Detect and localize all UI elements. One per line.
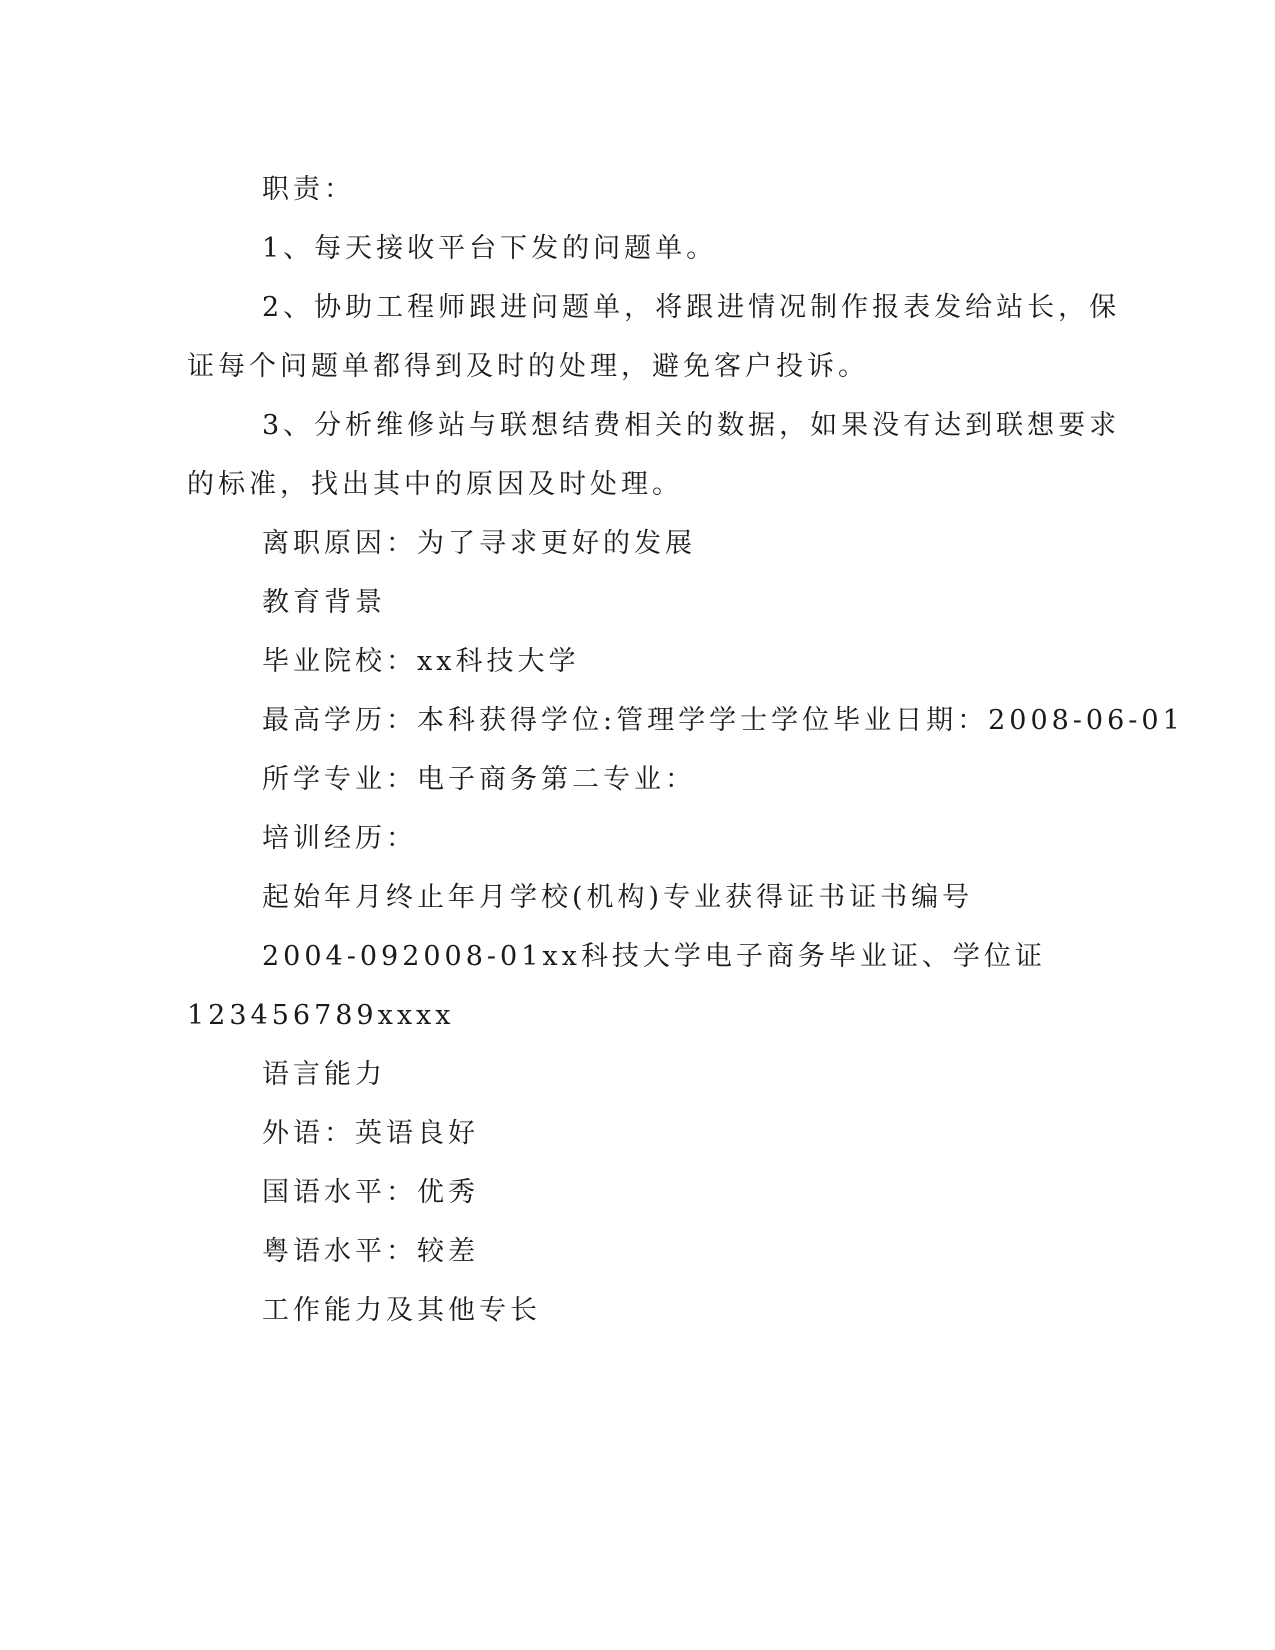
- duties-heading: 职责：: [262, 174, 355, 205]
- duty-item-1: 1、每天接收平台下发的问题单。: [262, 233, 718, 264]
- leaving-reason: 离职原因：为了寻求更好的发展: [262, 528, 696, 559]
- mandarin-level: 国语水平：优秀: [262, 1177, 479, 1208]
- skills-heading: 工作能力及其他专长: [262, 1295, 541, 1326]
- duty-item-3-line-1: 3、分析维修站与联想结费相关的数据，如果没有达到联想要求: [262, 410, 1121, 441]
- education-heading: 教育背景: [262, 587, 386, 618]
- cantonese-level: 粤语水平：较差: [262, 1236, 479, 1267]
- training-heading: 培训经历：: [262, 823, 417, 854]
- language-heading: 语言能力: [262, 1059, 386, 1090]
- highest-degree: 最高学历：本科获得学位:管理学学士学位毕业日期：2008-06-01: [262, 705, 1184, 736]
- duty-item-2-line-2: 证每个问题单都得到及时的处理，避免客户投诉。: [187, 351, 869, 382]
- duty-item-3-line-2: 的标准，找出其中的原因及时处理。: [187, 469, 683, 500]
- training-record-line-2: 123456789xxxx: [187, 1000, 455, 1031]
- foreign-language: 外语：英语良好: [262, 1118, 479, 1149]
- duty-item-2-line-1: 2、协助工程师跟进问题单，将跟进情况制作报表发给站长，保: [262, 292, 1121, 323]
- graduate-school: 毕业院校：xx科技大学: [262, 646, 580, 677]
- training-columns: 起始年月终止年月学校(机构)专业获得证书证书编号: [262, 882, 974, 913]
- major: 所学专业：电子商务第二专业：: [262, 764, 696, 795]
- training-record-line-1: 2004-092008-01xx科技大学电子商务毕业证、学位证: [262, 941, 1046, 972]
